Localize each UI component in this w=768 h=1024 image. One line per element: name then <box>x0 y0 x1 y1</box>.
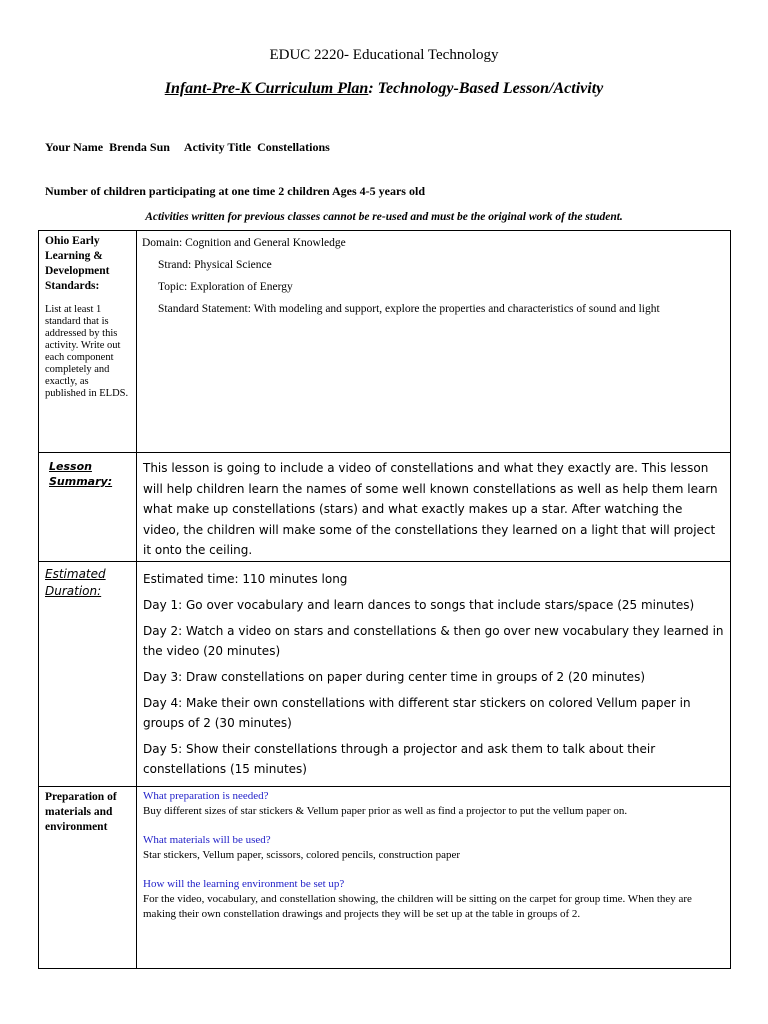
standards-content-cell <box>137 231 731 453</box>
standard-statement: Standard Statement: With modeling and support, explore the properties and characteristics of sound and light <box>158 303 660 315</box>
course-title: EDUC 2220- Educational Technology <box>269 47 499 63</box>
duration-day-2: Day 2: Watch a video on stars and constellations & then go over new vocabulary they learned in the video (20 minutes) <box>143 623 724 658</box>
preparation-answer-3: For the video, vocabulary, and constellation showing, the children will be sitting on the carpet for group time. When they are making their own constellation drawings and projects they will be set up at the table in groups of 2. <box>143 892 692 920</box>
preparation-question-1: What preparation is needed? <box>143 789 269 802</box>
standards-content <box>137 231 730 320</box>
plan-title-main: Infant-Pre-K Curriculum Plan <box>164 80 369 97</box>
duration-day-5: Day 5: Show their constellations through a projector and ask them to talk about their constellations (15 minutes) <box>143 741 656 776</box>
summary-content-cell <box>137 453 731 562</box>
children-line: Number of children participating at one time 2 children Ages 4-5 years old <box>45 184 425 198</box>
duration-label: Estimated Duration: <box>45 566 106 598</box>
standards-instruction: List at least 1 standard that is addressed by this activity. Write out each component completely and exactly, as published in ELDS. <box>45 304 129 399</box>
standards-label: Ohio Early Learning & Development Standards: <box>45 235 110 292</box>
preparation-question-3: How will the learning environment be set up? <box>143 877 345 890</box>
lesson-plan-table <box>38 230 731 969</box>
summary-text: This lesson is going to include a video of constellations and what they exactly are. This lesson will help children learn the names of some well known constellations as well as help them learn what make up constellations (stars) and what exactly makes up a star. After watching the video, the children will make some of the constellations they learned on a light that will project it onto the ceiling. <box>143 461 718 557</box>
name-activity-line <box>45 140 330 155</box>
activity-label: Activity Title <box>183 140 252 154</box>
summary-label-cell <box>39 453 137 562</box>
duration-row <box>39 561 731 786</box>
duration-day-3: Day 3: Draw constellations on paper during center time in groups of 2 (20 minutes) <box>143 669 645 684</box>
preparation-question-2: What materials will be used? <box>143 833 271 846</box>
standard-strand: Strand: Physical Science <box>158 259 272 271</box>
originality-notice: Activities written for previous classes cannot be re-used and must be the original work of the student. <box>145 211 623 223</box>
preparation-block-3 <box>143 877 724 922</box>
standard-domain: Domain: Cognition and General Knowledge <box>142 237 346 249</box>
duration-list <box>137 562 730 779</box>
preparation-row <box>39 786 731 968</box>
duration-label-cell <box>39 561 137 786</box>
summary-row <box>39 453 731 562</box>
standard-topic: Topic: Exploration of Energy <box>158 281 293 293</box>
duration-content-cell <box>137 561 731 786</box>
preparation-label: Preparation of materials and environment <box>45 790 117 833</box>
standards-row <box>39 231 731 453</box>
preparation-answer-1: Buy different sizes of star stickers & Vellum paper prior as well as find a projector to put the vellum paper on. <box>143 804 628 817</box>
name-label: Your Name <box>45 140 104 154</box>
duration-day-4: Day 4: Make their own constellations with different star stickers on colored Vellum paper in groups of 2 (30 minutes) <box>143 695 691 730</box>
summary-label: Lesson Summary: <box>49 460 113 488</box>
plan-title <box>0 80 768 98</box>
preparation-content-cell <box>137 786 731 968</box>
preparation-block-2 <box>143 833 724 863</box>
preparation-label-cell <box>39 786 137 968</box>
duration-day-1: Day 1: Go over vocabulary and learn dances to songs that include stars/space (25 minutes) <box>143 597 695 612</box>
duration-total: Estimated time: 110 minutes long <box>143 571 348 586</box>
preparation-block-1 <box>143 789 724 819</box>
standards-label-cell <box>39 231 137 453</box>
preparation-content <box>137 787 730 922</box>
activity-value: Constellations <box>257 140 330 154</box>
name-value: Brenda Sun <box>109 140 170 154</box>
preparation-answer-2: Star stickers, Vellum paper, scissors, colored pencils, construction paper <box>143 848 461 861</box>
plan-title-sub: : Technology-Based Lesson/Activity <box>368 80 604 97</box>
